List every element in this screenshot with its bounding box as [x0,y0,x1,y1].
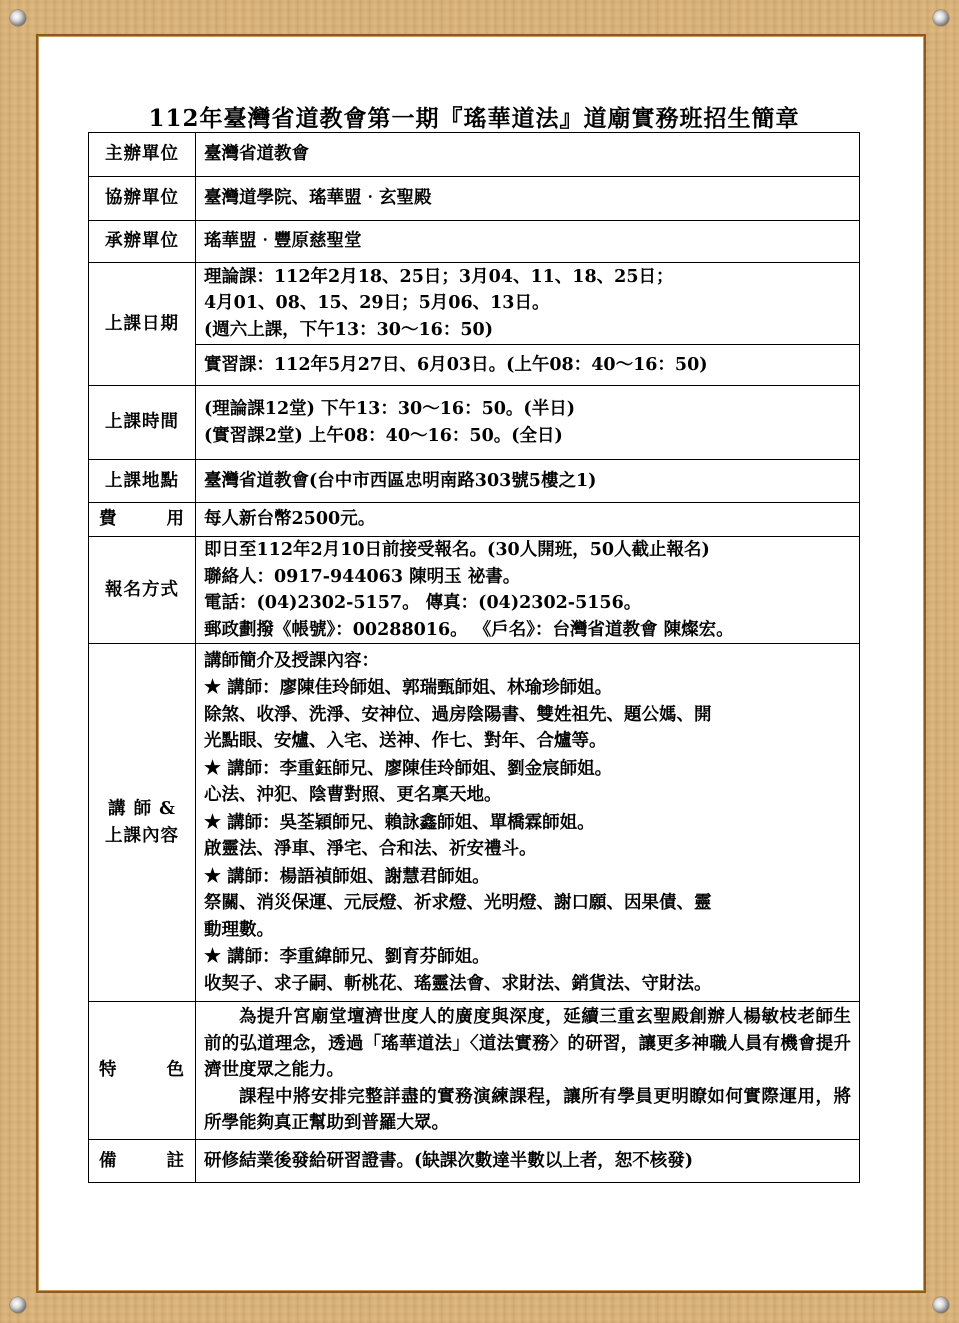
star-icon: ★ [204,864,222,887]
dates-theory-line: 4月01、08、15、29日；5月06、13日。 [204,293,550,314]
dates-theory-line: (週六上課，下午13：30～16：50) [204,319,493,340]
row-fee [89,503,860,537]
star-icon: ★ [204,676,222,699]
row-dates-practice [89,345,860,386]
teacher-group-header [204,755,851,783]
dates-theory-line: 理論課：112年2月18、25日；3月04、11、18、25日； [204,266,674,287]
info-table [88,132,860,1183]
features-paragraph: 課程中將安排完整詳盡的實務演練課程，讓所有學員更明瞭如何實際運用，將所學能夠真正幫助到普羅大眾。 [204,1086,851,1134]
course-content: 啟靈法、淨車、淨宅、合和法、祈安禮斗。 [204,839,537,860]
pin-icon [933,10,949,26]
star-icon: ★ [204,945,222,968]
label-registration: 報名方式 [89,537,196,644]
course-content: 動理數。 [204,919,274,940]
value-dates-practice: 實習課：112年5月27日、6月03日。(上午08：40～16：50) [196,345,860,386]
course-content: 光點眼、安爐、入宅、送神、作七、對年、合爐等。 [204,731,607,752]
row-remarks [89,1140,860,1183]
row-dates-theory [89,263,860,345]
teacher-names: 講師：李重鈺師兄、廖陳佳玲師姐、劉金宸師姐。 [227,758,613,779]
value-location: 臺灣省道教會(台中市西區忠明南路303號5樓之1) [196,460,860,503]
course-content: 收契子、求子嗣、斬桃花、瑤靈法會、求財法、銷貨法、守財法。 [204,973,712,994]
value-registration [196,537,860,644]
label-time: 上課時間 [89,386,196,460]
teacher-group-header [204,809,851,837]
label-dates: 上課日期 [89,263,196,386]
value-features [196,1002,860,1140]
row-co-organizer [89,177,860,221]
label-features: 特色 [89,1002,196,1140]
star-icon: ★ [204,810,222,833]
value-executor: 瑤華盟‧豐原慈聖堂 [196,221,860,263]
value-fee: 每人新台幣2500元。 [196,503,860,537]
row-executor [89,221,860,263]
value-organizer: 臺灣省道教會 [196,133,860,177]
row-features [89,1002,860,1140]
row-time [89,386,860,460]
label-organizer: 主辦單位 [89,133,196,177]
pin-icon [10,1297,26,1313]
teacher-names: 講師：吳荃穎師兄、賴詠鑫師姐、單橋霖師姐。 [227,812,595,833]
label-remarks: 備註 [89,1140,196,1183]
label-teachers-line1: 講 師 & [108,799,176,819]
registration-line: 郵政劃撥《帳號》：00288016。 《戶名》：台灣省道教會 陳燦宏。 [204,619,734,640]
pin-icon [933,1297,949,1313]
label-co-organizer: 協辦單位 [89,177,196,221]
row-registration [89,537,860,644]
label-executor: 承辦單位 [89,221,196,263]
value-dates-theory [196,263,860,345]
registration-line: 即日至112年2月10日前接受報名。(30人開班，50人截止報名) [204,540,710,560]
value-remarks: 研修結業後發給研習證書。(缺課次數達半數以上者，恕不核發) [196,1140,860,1183]
course-content: 除煞、收淨、洗淨、安神位、過房陰陽書、雙姓祖先、題公媽、開 [204,704,712,725]
value-teachers [196,644,860,1002]
features-paragraph: 為提升宮廟堂壇濟世度人的廣度與深度，延續三重玄聖殿創辦人楊敏枝老師生前的弘道理念，透過「瑤華道法」〈道法實務〉的研習，讓更多神職人員有機會提升濟世度眾之能力。 [204,1007,851,1081]
page-title: 112年臺灣省道教會第一期『瑤華道法』道廟實務班招生簡章 [148,105,800,132]
row-location [89,460,860,503]
teacher-names: 講師：廖陳佳玲師姐、郭瑞甄師姐、林瑜珍師姐。 [227,678,613,699]
teacher-group-header [204,943,851,971]
value-time [196,386,860,460]
time-line: (實習課2堂) 上午08：40～16：50。(全日) [204,425,563,446]
course-content: 祭關、消災保運、元辰燈、祈求燈、光明燈、謝口願、因果債、靈 [204,893,712,914]
star-icon: ★ [204,756,222,779]
teacher-group-header [204,863,851,891]
teacher-group-header [204,674,851,702]
registration-line: 聯絡人：0917-944063 陳明玉 祕書。 [204,566,521,587]
course-content: 心法、沖犯、陰曹對照、更名稟天地。 [204,785,502,806]
time-line: (理論課12堂) 下午13：30～16：50。(半日) [204,399,575,419]
registration-line: 電話：(04)2302-5157。 傳真：(04)2302-5156。 [204,593,642,613]
row-organizer [89,133,860,177]
label-teachers [89,644,196,1002]
teachers-intro: 講師簡介及授課內容： [204,650,379,671]
teacher-names: 講師：李重緯師兄、劉育芬師姐。 [227,947,490,968]
label-teachers-line2: 上課內容 [105,825,179,846]
label-fee: 費用 [89,503,196,537]
label-location: 上課地點 [89,460,196,503]
pin-icon [10,10,26,26]
value-co-organizer: 臺灣道學院、瑤華盟‧玄聖殿 [196,177,860,221]
row-teachers [89,644,860,1002]
teacher-names: 講師：楊語禎師姐、謝慧君師姐。 [227,866,490,887]
